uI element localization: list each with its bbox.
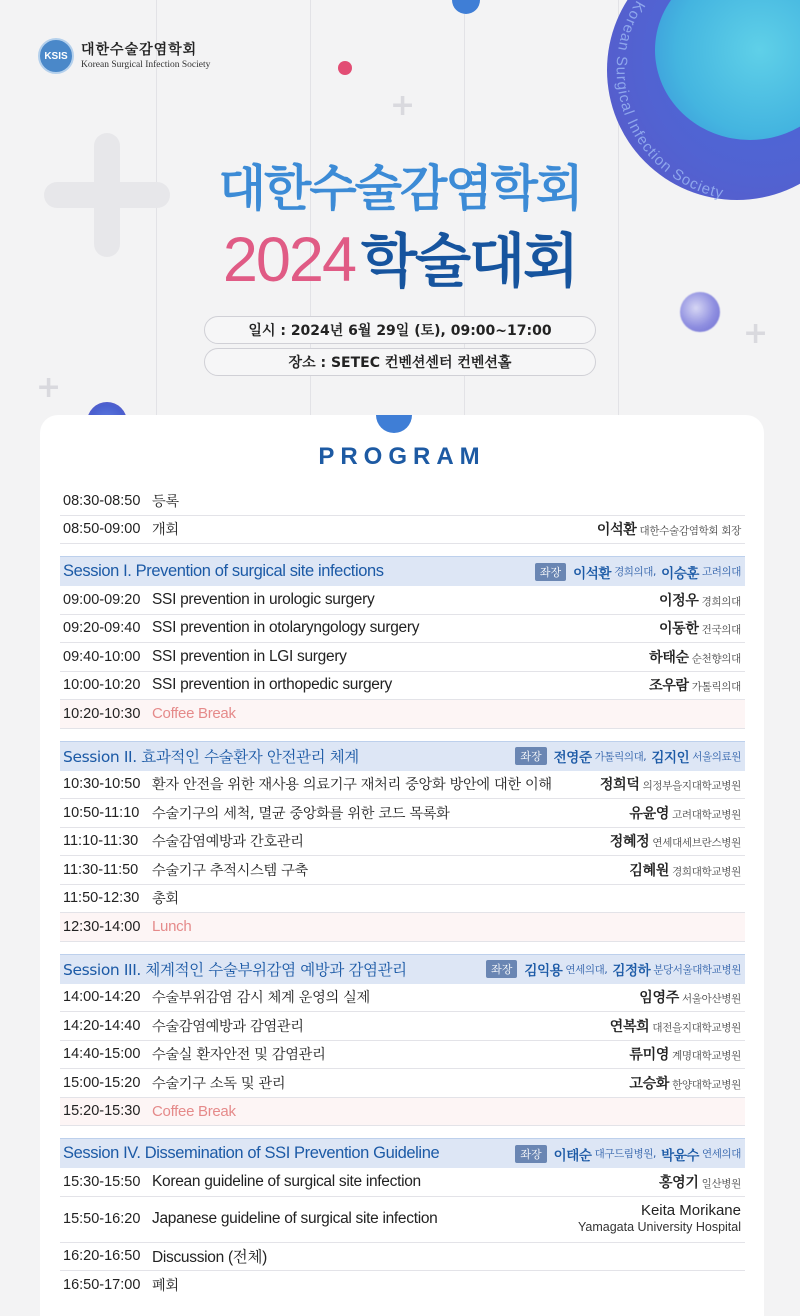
title-year: 2024 bbox=[222, 225, 356, 295]
title-line2 bbox=[0, 214, 800, 298]
society-logo bbox=[38, 38, 210, 74]
session-header bbox=[60, 1138, 745, 1168]
program-row bbox=[60, 700, 745, 729]
session-title: Session I. Prevention of surgical site infections bbox=[63, 562, 384, 580]
chair-name: 김지인 bbox=[651, 750, 690, 766]
logo-abbr: KSIS bbox=[44, 50, 68, 62]
program-speaker bbox=[610, 1016, 745, 1036]
speaker-name: 김혜원 bbox=[629, 862, 670, 879]
session-header bbox=[60, 741, 745, 771]
speaker-affiliation: 건국의대 bbox=[701, 624, 741, 637]
program-time: 11:50-12:30 bbox=[63, 890, 140, 907]
speaker-affiliation: 대한수술감염학회 회장 bbox=[639, 525, 741, 538]
speaker-name: 정혜정 bbox=[609, 834, 650, 851]
blue-dot bbox=[452, 0, 480, 14]
speaker-name: 이정우 bbox=[658, 592, 699, 609]
program-speaker bbox=[659, 1172, 745, 1192]
chair-name: 김익용 bbox=[524, 963, 563, 979]
program-row bbox=[60, 1098, 745, 1127]
program-time: 10:30-10:50 bbox=[63, 776, 141, 793]
speaker-affiliation: 일산병원 bbox=[701, 1177, 741, 1190]
program-time: 14:40-15:00 bbox=[63, 1046, 141, 1063]
speaker-affiliation: 경희대학교병원 bbox=[672, 865, 741, 878]
program-time: 15:30-15:50 bbox=[63, 1173, 141, 1190]
program-time: 10:50-11:10 bbox=[63, 804, 140, 821]
program-row bbox=[60, 984, 745, 1013]
chair-name: 전영준 bbox=[553, 750, 592, 766]
program-time: 12:30-14:00 bbox=[63, 918, 141, 935]
program-topic: Korean guideline of surgical site infection bbox=[152, 1172, 421, 1190]
program-speaker bbox=[600, 774, 745, 794]
speaker-affiliation: 한양대학교병원 bbox=[672, 1078, 741, 1091]
program-topic: 수술실 환자안전 및 감염관리 bbox=[152, 1047, 326, 1064]
chair-affiliation: 경희의대, bbox=[614, 566, 656, 578]
program-speaker bbox=[610, 831, 745, 851]
program-row bbox=[60, 1012, 745, 1041]
chair-badge: 좌장 bbox=[486, 960, 517, 978]
program-topic: Discussion (전체) bbox=[152, 1249, 268, 1267]
speaker-name: 류미영 bbox=[629, 1047, 670, 1064]
program-time: 11:10-11:30 bbox=[63, 833, 139, 850]
session-title: Session IV. Dissemination of SSI Prevention Guideline bbox=[63, 1144, 440, 1162]
speaker-affiliation: 의정부을지대학교병원 bbox=[642, 780, 741, 793]
session-title: Session III. 체계적인 수술부위감염 예방과 감염관리 bbox=[63, 961, 407, 979]
speaker-affiliation: Yamagata University Hospital bbox=[577, 1220, 741, 1234]
chair-name: 김정하 bbox=[612, 963, 651, 979]
program-row bbox=[60, 1069, 745, 1098]
program-row bbox=[60, 1197, 745, 1243]
program-row bbox=[60, 799, 745, 828]
program-row bbox=[60, 643, 745, 672]
speaker-affiliation: 경희의대 bbox=[701, 595, 741, 608]
program-row bbox=[60, 615, 745, 644]
program-topic: 수술감염예방과 간호관리 bbox=[152, 834, 304, 851]
speaker-affiliation: 가톨릭의대 bbox=[691, 681, 741, 694]
program-topic: 개회 bbox=[152, 522, 179, 539]
sphere-decoration bbox=[680, 292, 720, 332]
program-time: 10:00-10:20 bbox=[63, 677, 141, 694]
speaker-affiliation: 고려대학교병원 bbox=[672, 808, 741, 821]
program-topic: SSI prevention in otolaryngology surgery bbox=[152, 619, 420, 637]
program-topic: 총회 bbox=[152, 891, 179, 908]
program-time: 16:50-17:00 bbox=[63, 1277, 141, 1294]
chair-name: 이승훈 bbox=[661, 565, 700, 582]
date-info: 일시 : 2024년 6월 29일 (토), 09:00~17:00 bbox=[204, 316, 596, 344]
speaker-affiliation: 연세대세브란스병원 bbox=[652, 837, 741, 850]
chair-affiliation: 분당서울대학교병원 bbox=[653, 963, 741, 976]
ring-text-label: Korean Surgical Infection Society bbox=[612, 0, 726, 200]
session-chairs bbox=[515, 1144, 745, 1164]
program-row bbox=[60, 1168, 745, 1197]
chair-name: 박윤수 bbox=[661, 1147, 700, 1164]
speaker-name: 임영주 bbox=[639, 990, 679, 1007]
program-row bbox=[60, 487, 745, 516]
logo-name-en: Korean Surgical Infection Society bbox=[81, 59, 211, 70]
speaker-name: Keita Morikane bbox=[640, 1202, 741, 1219]
program-time: 09:00-09:20 bbox=[63, 591, 141, 608]
program-time: 15:50-16:20 bbox=[63, 1211, 141, 1227]
speaker-name: 조우람 bbox=[649, 678, 689, 695]
program-speaker bbox=[649, 647, 745, 667]
title-society: 대한수술감염학회 bbox=[218, 160, 582, 217]
program-speaker bbox=[659, 590, 745, 610]
program-heading: PROGRAM bbox=[318, 443, 486, 470]
program-topic: 폐회 bbox=[152, 1278, 179, 1295]
speaker-name: 하태순 bbox=[649, 649, 689, 666]
program-topic: Coffee Break bbox=[152, 1102, 236, 1120]
program-row bbox=[60, 586, 745, 615]
chair-affiliation: 고려의대 bbox=[702, 566, 741, 578]
speaker-name: 홍영기 bbox=[658, 1174, 699, 1191]
speaker-name: 고승화 bbox=[629, 1075, 670, 1092]
plus-icon: + bbox=[743, 316, 769, 351]
program-time: 11:30-11:50 bbox=[63, 861, 139, 878]
speaker-name: 이동한 bbox=[658, 621, 699, 638]
program-speaker bbox=[597, 519, 745, 539]
program-topic: 등록 bbox=[152, 493, 179, 510]
program-row bbox=[60, 828, 745, 857]
chair-badge: 좌장 bbox=[515, 1145, 546, 1163]
session-header bbox=[60, 954, 745, 984]
program-topic: 환자 안전을 위한 재사용 의료기구 재처리 중앙화 방안에 대한 이해 bbox=[152, 777, 552, 794]
chair-name: 이태순 bbox=[553, 1147, 592, 1164]
chair-badge: 좌장 bbox=[535, 563, 566, 581]
title-event: 학술대회 bbox=[361, 227, 578, 295]
speaker-name: 이석환 bbox=[596, 522, 637, 539]
speaker-affiliation: 대전을지대학교병원 bbox=[652, 1021, 741, 1034]
session-chairs bbox=[486, 959, 745, 979]
program-speaker bbox=[639, 987, 745, 1007]
program-time: 16:20-16:50 bbox=[63, 1248, 141, 1265]
logo-emblem bbox=[38, 38, 74, 74]
speaker-affiliation: 순천향의대 bbox=[691, 652, 741, 665]
program-speaker bbox=[629, 803, 745, 823]
session-title: Session II. 효과적인 수술환자 안전관리 체계 bbox=[63, 748, 359, 766]
program-speaker bbox=[629, 1073, 745, 1093]
program-speaker bbox=[649, 675, 745, 695]
logo-name-ko: 대한수술감염학회 bbox=[81, 41, 198, 58]
program-time: 15:20-15:30 bbox=[63, 1103, 141, 1120]
program-time: 10:20-10:30 bbox=[63, 705, 141, 722]
chair-affiliation: 연세의대, bbox=[565, 963, 608, 976]
program-row bbox=[60, 672, 745, 701]
program-speaker bbox=[629, 860, 745, 880]
program-time: 14:00-14:20 bbox=[63, 989, 141, 1006]
program-row bbox=[60, 1271, 745, 1300]
speaker-name: 정희덕 bbox=[599, 777, 640, 794]
program-time: 09:40-10:00 bbox=[63, 648, 141, 665]
speaker-affiliation: 계명대학교병원 bbox=[672, 1050, 741, 1063]
plus-icon: + bbox=[36, 370, 62, 405]
program-speaker bbox=[659, 618, 745, 638]
program-topic: SSI prevention in urologic surgery bbox=[152, 590, 375, 608]
program-topic: 수술기구의 세척, 멸균 중앙화를 위한 코드 목록화 bbox=[152, 805, 450, 822]
program-row bbox=[60, 885, 745, 914]
speaker-affiliation: 서울아산병원 bbox=[681, 993, 741, 1006]
program-row bbox=[60, 516, 745, 545]
program-card bbox=[40, 415, 764, 1316]
chair-affiliation: 가톨릭의대, bbox=[594, 750, 647, 763]
program-topic: Coffee Break bbox=[152, 705, 236, 723]
pink-dot bbox=[338, 61, 352, 75]
program-time: 08:30-08:50 bbox=[63, 492, 141, 509]
program-topic: SSI prevention in orthopedic surgery bbox=[152, 676, 392, 694]
program-speaker bbox=[578, 1203, 745, 1235]
program-topic: 수술감염예방과 감염관리 bbox=[152, 1018, 304, 1035]
session-chairs bbox=[535, 562, 745, 582]
chair-affiliation: 연세의대 bbox=[702, 1148, 741, 1160]
chair-affiliation: 서울의료원 bbox=[692, 750, 741, 763]
session-chairs bbox=[515, 746, 745, 766]
program-topic: 수술기구 추적시스템 구축 bbox=[152, 862, 308, 879]
program-time: 09:20-09:40 bbox=[63, 620, 141, 637]
program-row bbox=[60, 913, 745, 942]
program-time: 15:00-15:20 bbox=[63, 1074, 141, 1091]
program-topic: Japanese guideline of surgical site infection bbox=[152, 1210, 438, 1227]
chair-name: 이석환 bbox=[573, 565, 612, 582]
program-row bbox=[60, 856, 745, 885]
program-row bbox=[60, 1041, 745, 1070]
program-topic: 수술부위감염 감시 체계 운영의 실제 bbox=[152, 990, 370, 1007]
session-header bbox=[60, 556, 745, 586]
program-time: 08:50-09:00 bbox=[63, 521, 141, 538]
program-time: 14:20-14:40 bbox=[63, 1017, 141, 1034]
chair-affiliation: 대구드림병원, bbox=[594, 1148, 656, 1160]
program-table bbox=[60, 487, 745, 1300]
program-topic: SSI prevention in LGI surgery bbox=[152, 647, 347, 665]
program-row bbox=[60, 771, 745, 800]
plus-icon: + bbox=[390, 88, 416, 123]
chair-badge: 좌장 bbox=[515, 747, 546, 765]
speaker-name: 유윤영 bbox=[629, 805, 670, 822]
program-speaker bbox=[629, 1044, 745, 1064]
speaker-name: 연복희 bbox=[609, 1018, 650, 1035]
program-topic: Lunch bbox=[152, 918, 192, 936]
program-row bbox=[60, 1243, 745, 1272]
program-topic: 수술기구 소독 및 관리 bbox=[152, 1075, 286, 1092]
venue-info: 장소 : SETEC 컨벤션센터 컨벤션홀 bbox=[204, 348, 596, 376]
